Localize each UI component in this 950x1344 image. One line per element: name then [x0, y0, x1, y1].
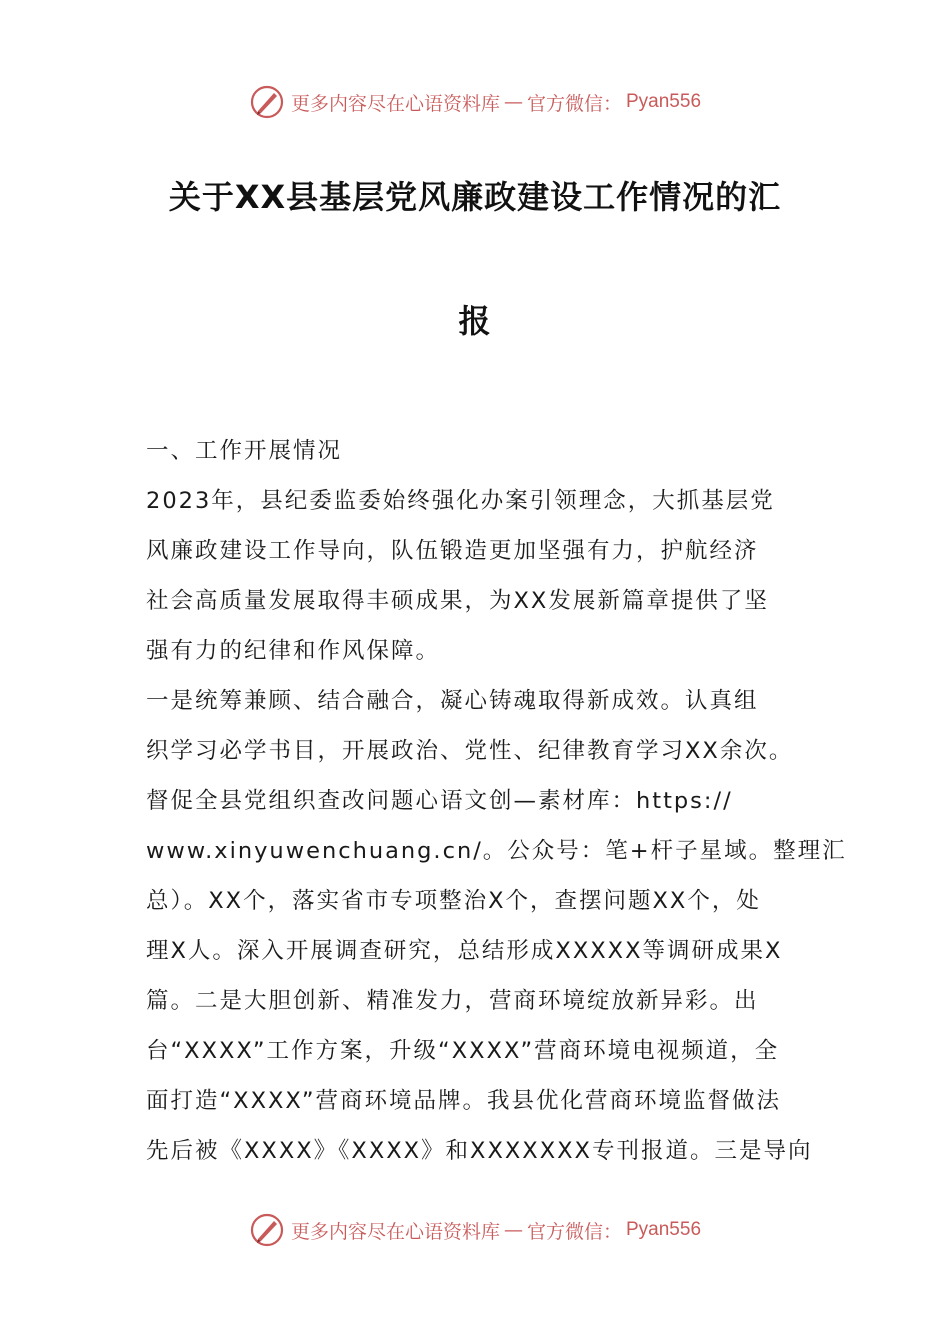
- section-heading: 一、工作开展情况: [146, 438, 343, 464]
- watermark-account-id: Pyan556: [626, 91, 702, 112]
- body-line: 篇。二是大胆创新、精准发力，营商环境绽放新异彩。出: [146, 988, 759, 1014]
- body-line: 总）。XX个，落实省市专项整治X个，查摆问题XX个，处: [146, 888, 761, 914]
- watermark-header: [0, 82, 950, 122]
- body-line: 先后被《XXXX》《XXXX》和XXXXXXX专刊报道。三是导向: [146, 1138, 813, 1164]
- watermark-account-id: Pyan556: [626, 1219, 702, 1240]
- body-line: 理X人。深入开展调查研究，总结形成XXXXX等调研成果X: [146, 938, 783, 964]
- body-line: 织学习必学书目，开展政治、党性、纪律教育学习XX余次。: [146, 738, 794, 764]
- body-line: 强有力的纪律和作风保障。: [146, 638, 441, 664]
- document-title-line-2: 报: [458, 302, 492, 340]
- watermark-dash: —: [503, 91, 523, 113]
- body-line: 面打造“XXXX”营商环境品牌。我县优化营商环境监督做法: [146, 1088, 782, 1114]
- watermark-prefix: 更多内容尽在心语资料库: [290, 92, 500, 115]
- watermark-footer: [0, 1210, 950, 1250]
- watermark-dash: —: [503, 1219, 523, 1241]
- watermark-account-label: 官方微信：: [526, 92, 622, 115]
- watermark-account-label: 官方微信：: [526, 1220, 622, 1243]
- document-title-line-1: 关于XX县基层党风廉政建设工作情况的汇: [168, 178, 782, 216]
- body-line: 2023年，县纪委监委始终强化办案引领理念，大抓基层党: [146, 488, 775, 514]
- body-line: 一是统筹兼顾、结合融合，凝心铸魂取得新成效。认真组: [146, 688, 759, 714]
- body-line: 社会高质量发展取得丰硕成果，为XX发展新篇章提供了坚: [146, 588, 769, 614]
- quill-logo-icon: [249, 84, 285, 120]
- body-line: 风廉政建设工作导向，队伍锻造更加坚强有力，护航经济: [146, 538, 759, 564]
- body-line: 台“XXXX”工作方案，升级“XXXX”营商环境电视频道，全: [146, 1038, 780, 1064]
- watermark-prefix: 更多内容尽在心语资料库: [290, 1220, 500, 1243]
- body-line: 督促全县党组织查改问题心语文创—素材库：https://: [146, 788, 733, 814]
- body-line: www.xinyuwenchuang.cn/。公众号：笔+杆子星域。整理汇: [146, 838, 847, 864]
- document-body: [146, 426, 847, 1176]
- quill-logo-icon: [249, 1212, 285, 1248]
